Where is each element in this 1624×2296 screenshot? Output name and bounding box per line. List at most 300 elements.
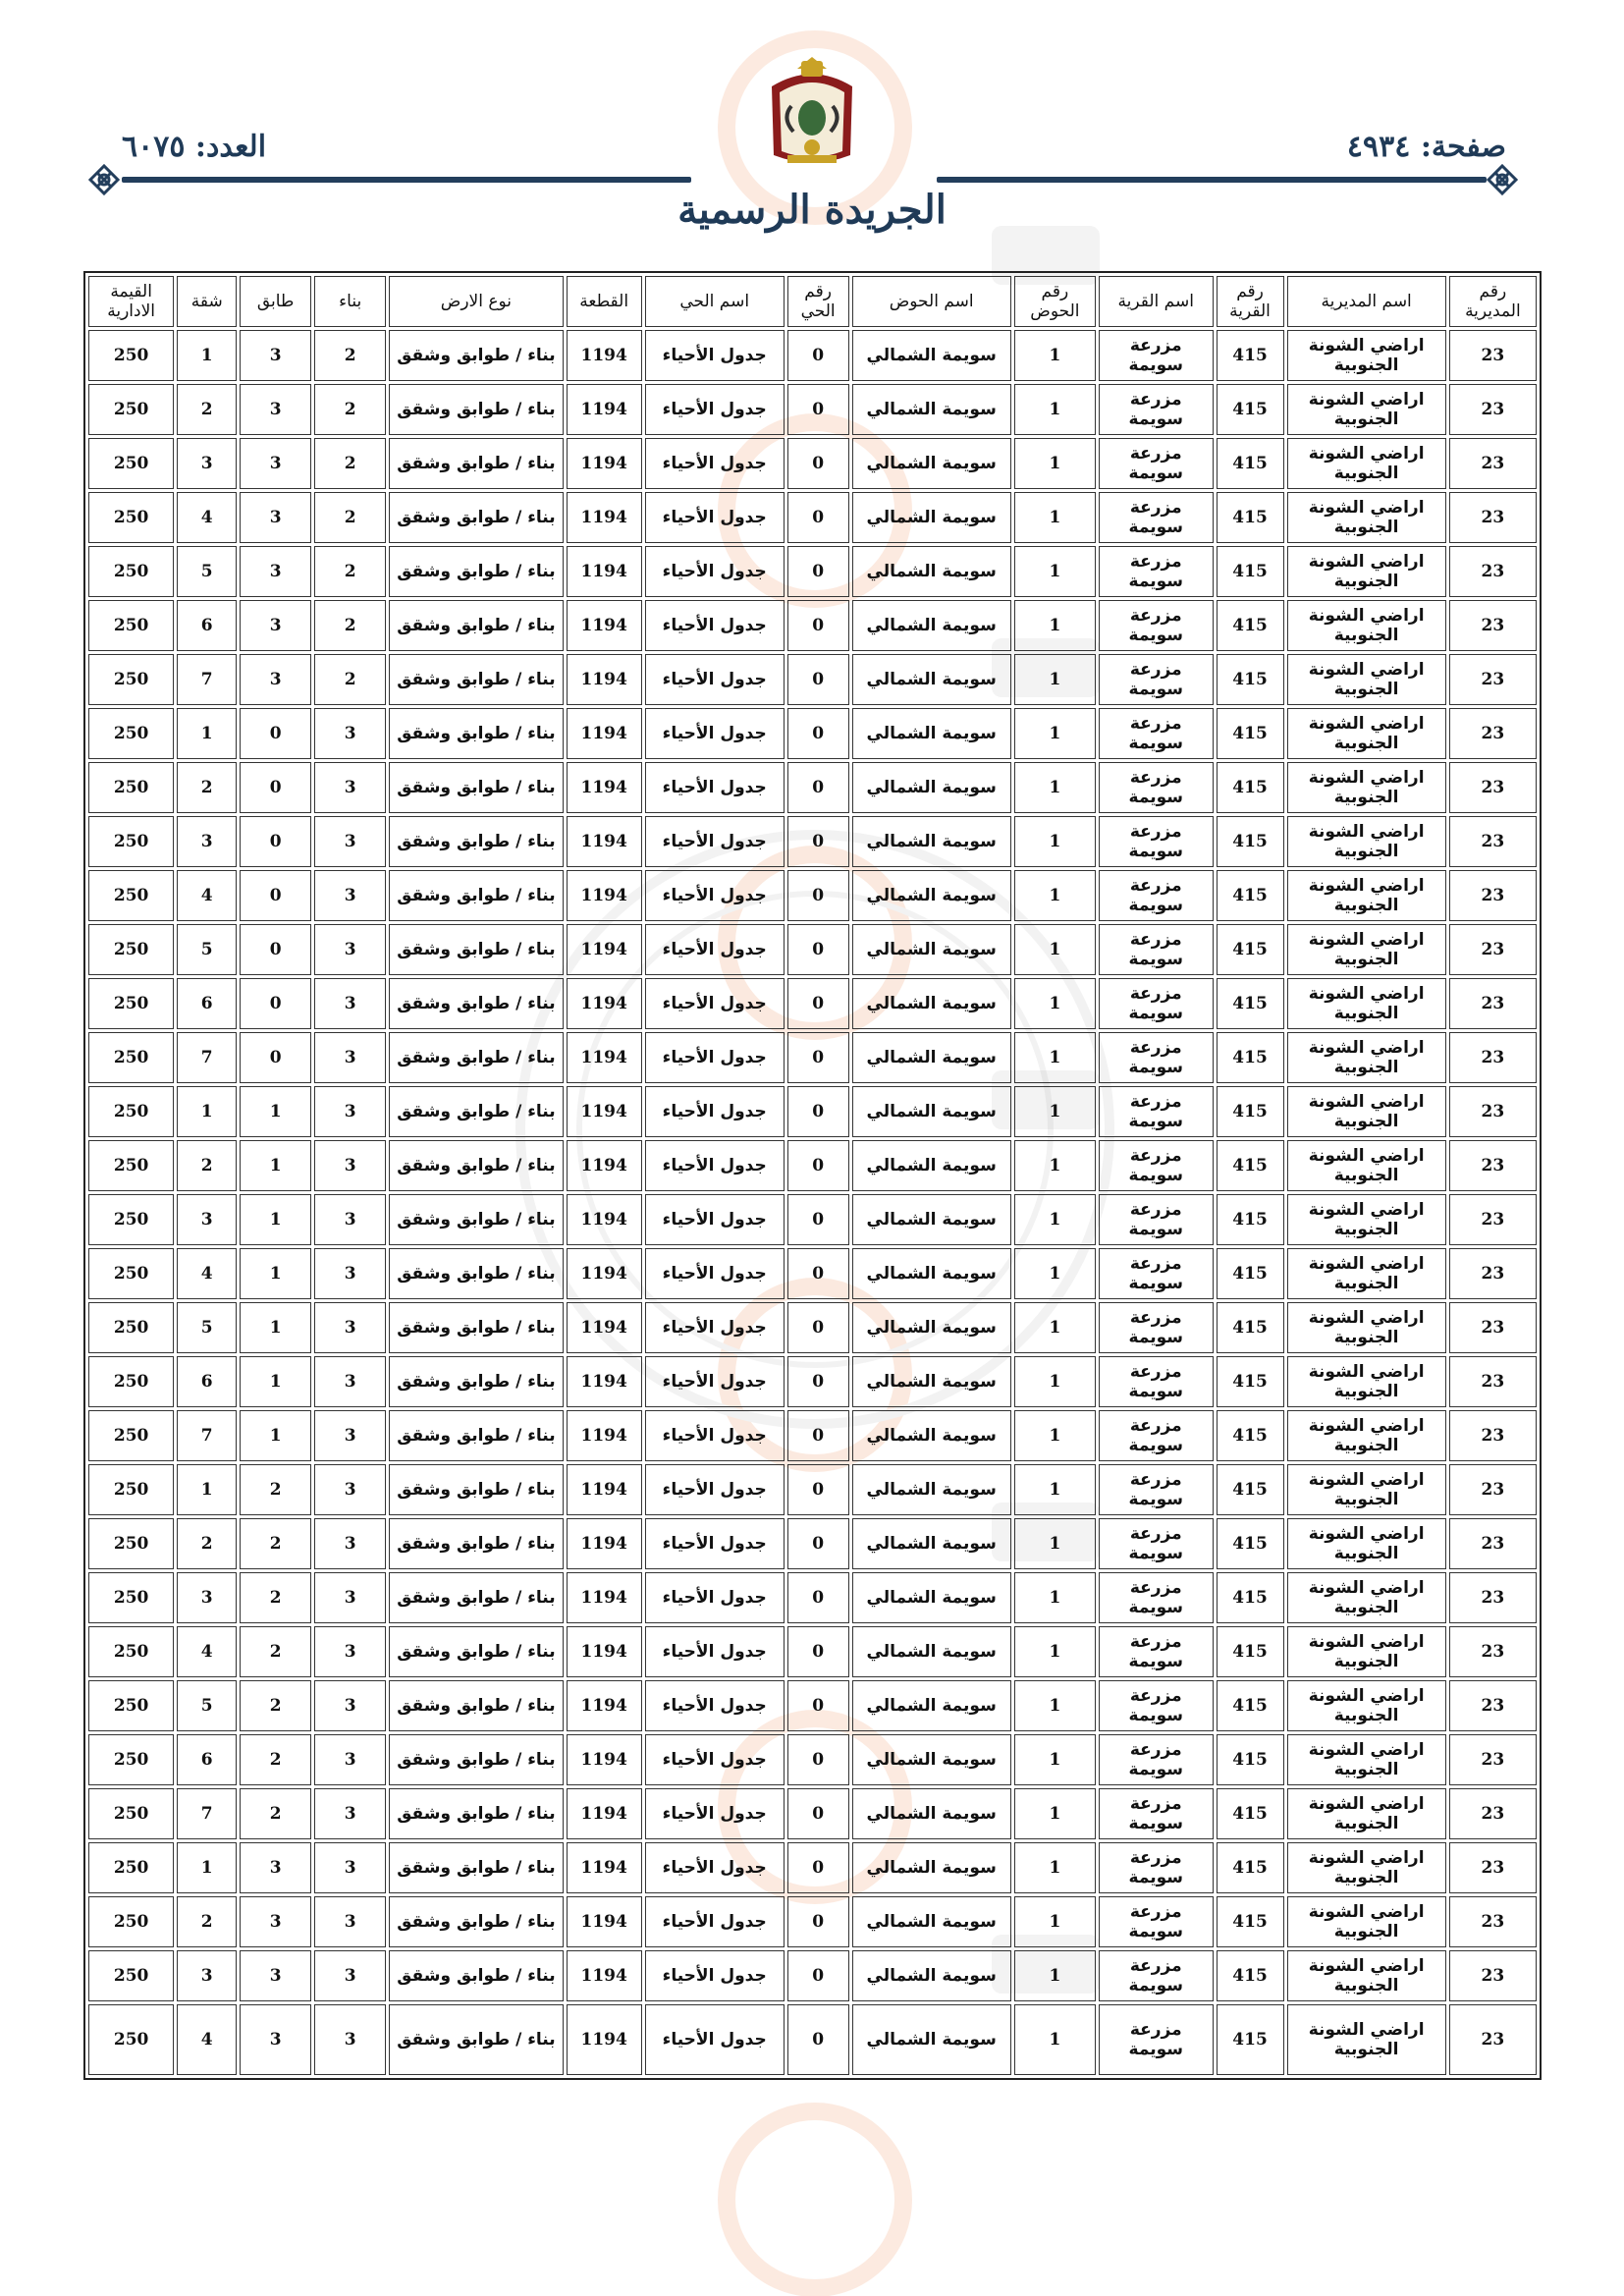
table-cell: مزرعة سويمة xyxy=(1099,384,1214,435)
table-cell: 1 xyxy=(1014,1788,1096,1839)
table-cell: مزرعة سويمة xyxy=(1099,762,1214,813)
table-cell: 7 xyxy=(177,1410,237,1461)
table-cell: 1194 xyxy=(567,2004,642,2075)
table-cell: جدول الأحياء xyxy=(645,600,785,651)
table-cell: سويمة الشمالي xyxy=(852,1086,1011,1137)
column-header: اسم الحوض xyxy=(852,276,1011,327)
table-cell: بناء / طوابق وشقق xyxy=(389,384,563,435)
table-cell: 2 xyxy=(314,438,386,489)
table-cell: 1 xyxy=(240,1356,311,1407)
table-cell: 250 xyxy=(88,546,174,597)
table-cell: جدول الأحياء xyxy=(645,1248,785,1299)
table-cell: 3 xyxy=(177,1950,237,2001)
table-cell: سويمة الشمالي xyxy=(852,1356,1011,1407)
column-header: رقم الحي xyxy=(787,276,849,327)
table-cell: 1 xyxy=(1014,762,1096,813)
knot-ornament-icon xyxy=(86,162,122,197)
table-cell: 1194 xyxy=(567,600,642,651)
table-cell: 0 xyxy=(787,1842,849,1893)
table-cell: جدول الأحياء xyxy=(645,1518,785,1569)
table-cell: جدول الأحياء xyxy=(645,1734,785,1785)
table-cell: 1194 xyxy=(567,1734,642,1785)
table-cell: سويمة الشمالي xyxy=(852,870,1011,921)
table-cell: سويمة الشمالي xyxy=(852,492,1011,543)
column-header: نوع الارض xyxy=(389,276,563,327)
table-cell: 2 xyxy=(314,492,386,543)
table-cell: 1194 xyxy=(567,1896,642,1947)
table-cell: مزرعة سويمة xyxy=(1099,924,1214,975)
table-cell: مزرعة سويمة xyxy=(1099,546,1214,597)
table-cell: 23 xyxy=(1449,600,1537,651)
table-cell: بناء / طوابق وشقق xyxy=(389,1734,563,1785)
table-cell: جدول الأحياء xyxy=(645,1788,785,1839)
table-cell: سويمة الشمالي xyxy=(852,600,1011,651)
table-cell: 23 xyxy=(1449,1734,1537,1785)
table-cell: 415 xyxy=(1217,1140,1284,1191)
table-cell: 415 xyxy=(1217,1572,1284,1623)
table-cell: 250 xyxy=(88,1410,174,1461)
table-cell: 23 xyxy=(1449,1842,1537,1893)
table-cell: 1 xyxy=(1014,1356,1096,1407)
table-cell: جدول الأحياء xyxy=(645,1302,785,1353)
table-cell: 415 xyxy=(1217,1734,1284,1785)
table-cell: 3 xyxy=(314,762,386,813)
table-cell: 1 xyxy=(177,708,237,759)
table-cell: مزرعة سويمة xyxy=(1099,1518,1214,1569)
table-cell: 0 xyxy=(787,708,849,759)
table-cell: بناء / طوابق وشقق xyxy=(389,1086,563,1137)
table-cell: مزرعة سويمة xyxy=(1099,600,1214,651)
table-cell: مزرعة سويمة xyxy=(1099,1194,1214,1245)
table-cell: 1194 xyxy=(567,1572,642,1623)
table-cell: 415 xyxy=(1217,1356,1284,1407)
table-cell: 23 xyxy=(1449,546,1537,597)
table-cell: 4 xyxy=(177,492,237,543)
table-cell: 3 xyxy=(314,1896,386,1947)
table-cell: 5 xyxy=(177,1680,237,1731)
knot-ornament-icon xyxy=(1485,162,1520,197)
table-cell: 3 xyxy=(314,1140,386,1191)
table-cell: 3 xyxy=(314,1626,386,1677)
table-cell: سويمة الشمالي xyxy=(852,330,1011,381)
table-cell: 3 xyxy=(314,816,386,867)
table-cell: 1 xyxy=(1014,1464,1096,1515)
table-cell: جدول الأحياء xyxy=(645,1194,785,1245)
table-cell: 1194 xyxy=(567,654,642,705)
table-cell: 23 xyxy=(1449,1518,1537,1569)
table-cell: 250 xyxy=(88,1194,174,1245)
table-row xyxy=(88,708,1537,759)
table-cell: سويمة الشمالي xyxy=(852,816,1011,867)
table-cell: 415 xyxy=(1217,1410,1284,1461)
table-row xyxy=(88,1518,1537,1569)
table-cell: 0 xyxy=(787,492,849,543)
table-row xyxy=(88,816,1537,867)
table-cell: 250 xyxy=(88,870,174,921)
header-rule-right xyxy=(937,177,1487,183)
table-cell: 1 xyxy=(1014,330,1096,381)
table-cell: بناء / طوابق وشقق xyxy=(389,1302,563,1353)
table-cell: 1194 xyxy=(567,384,642,435)
table-row xyxy=(88,654,1537,705)
table-cell: 2 xyxy=(314,330,386,381)
table-cell: 0 xyxy=(787,438,849,489)
table-cell: اراضي الشونة الجنوبية xyxy=(1287,978,1446,1029)
table-row xyxy=(88,762,1537,813)
table-cell: اراضي الشونة الجنوبية xyxy=(1287,816,1446,867)
table-cell: بناء / طوابق وشقق xyxy=(389,546,563,597)
table-row xyxy=(88,600,1537,651)
table-row xyxy=(88,1626,1537,1677)
table-row xyxy=(88,1950,1537,2001)
table-row xyxy=(88,1842,1537,1893)
table-cell: 23 xyxy=(1449,438,1537,489)
table-cell: مزرعة سويمة xyxy=(1099,492,1214,543)
table-cell: 1 xyxy=(1014,1950,1096,2001)
table-cell: 3 xyxy=(240,654,311,705)
column-header: رقم القرية xyxy=(1217,276,1284,327)
table-cell: 1 xyxy=(240,1086,311,1137)
table-cell: 0 xyxy=(787,1572,849,1623)
table-cell: 23 xyxy=(1449,1572,1537,1623)
table-cell: جدول الأحياء xyxy=(645,1896,785,1947)
table-cell: 250 xyxy=(88,708,174,759)
table-cell: 250 xyxy=(88,762,174,813)
table-cell: اراضي الشونة الجنوبية xyxy=(1287,924,1446,975)
table-cell: اراضي الشونة الجنوبية xyxy=(1287,1950,1446,2001)
table-cell: 0 xyxy=(240,924,311,975)
table-cell: 1194 xyxy=(567,1140,642,1191)
table-cell: سويمة الشمالي xyxy=(852,762,1011,813)
table-cell: 6 xyxy=(177,600,237,651)
table-cell: 1 xyxy=(1014,1302,1096,1353)
table-cell: 1194 xyxy=(567,924,642,975)
table-cell: جدول الأحياء xyxy=(645,492,785,543)
table-cell: 1194 xyxy=(567,546,642,597)
table-cell: اراضي الشونة الجنوبية xyxy=(1287,600,1446,651)
table-cell: 3 xyxy=(314,1680,386,1731)
table-cell: 1194 xyxy=(567,762,642,813)
table-cell: 250 xyxy=(88,1572,174,1623)
table-cell: 2 xyxy=(177,1896,237,1947)
table-cell: مزرعة سويمة xyxy=(1099,816,1214,867)
coat-of-arms-icon xyxy=(762,57,862,173)
table-cell: 3 xyxy=(177,438,237,489)
table-cell: سويمة الشمالي xyxy=(852,1896,1011,1947)
table-cell: اراضي الشونة الجنوبية xyxy=(1287,1086,1446,1137)
table-cell: 1 xyxy=(177,1464,237,1515)
table-cell: 23 xyxy=(1449,870,1537,921)
table-cell: 1194 xyxy=(567,492,642,543)
table-cell: 2 xyxy=(177,1140,237,1191)
table-cell: 1 xyxy=(1014,1572,1096,1623)
table-cell: اراضي الشونة الجنوبية xyxy=(1287,1734,1446,1785)
table-cell: 3 xyxy=(314,1248,386,1299)
table-cell: 250 xyxy=(88,384,174,435)
table-cell: 1 xyxy=(240,1302,311,1353)
page-number: صفحة: ٤٩٣٤ xyxy=(1346,130,1506,164)
table-cell: اراضي الشونة الجنوبية xyxy=(1287,384,1446,435)
table-cell: 23 xyxy=(1449,384,1537,435)
table-cell: اراضي الشونة الجنوبية xyxy=(1287,1464,1446,1515)
table-cell: بناء / طوابق وشقق xyxy=(389,870,563,921)
table-cell: بناء / طوابق وشقق xyxy=(389,654,563,705)
table-cell: 0 xyxy=(240,978,311,1029)
table-cell: 23 xyxy=(1449,1626,1537,1677)
table-cell: 1 xyxy=(1014,1896,1096,1947)
table-cell: 250 xyxy=(88,1140,174,1191)
table-cell: 250 xyxy=(88,1734,174,1785)
table-cell: جدول الأحياء xyxy=(645,1410,785,1461)
table-cell: 1 xyxy=(1014,384,1096,435)
header-rule-left xyxy=(122,177,691,183)
table-row xyxy=(88,1464,1537,1515)
table-cell: 0 xyxy=(240,816,311,867)
table-cell: 250 xyxy=(88,654,174,705)
table-cell: 23 xyxy=(1449,1356,1537,1407)
table-cell: 415 xyxy=(1217,384,1284,435)
table-cell: سويمة الشمالي xyxy=(852,546,1011,597)
table-cell: 1 xyxy=(1014,1194,1096,1245)
table-cell: سويمة الشمالي xyxy=(852,1518,1011,1569)
table-cell: اراضي الشونة الجنوبية xyxy=(1287,1842,1446,1893)
table-cell: جدول الأحياء xyxy=(645,816,785,867)
table-cell: اراضي الشونة الجنوبية xyxy=(1287,870,1446,921)
table-cell: 1 xyxy=(1014,924,1096,975)
table-cell: 415 xyxy=(1217,546,1284,597)
table-cell: 2 xyxy=(177,1518,237,1569)
table-cell: 1194 xyxy=(567,1086,642,1137)
table-body xyxy=(88,330,1537,2075)
table-cell: 415 xyxy=(1217,438,1284,489)
table-cell: بناء / طوابق وشقق xyxy=(389,1626,563,1677)
table-cell: 1194 xyxy=(567,1194,642,1245)
table-cell: 1 xyxy=(1014,1734,1096,1785)
table-cell: مزرعة سويمة xyxy=(1099,1734,1214,1785)
table-cell: بناء / طوابق وشقق xyxy=(389,1410,563,1461)
table-cell: 7 xyxy=(177,1032,237,1083)
table-cell: سويمة الشمالي xyxy=(852,1194,1011,1245)
table-cell: 1194 xyxy=(567,978,642,1029)
table-cell: 250 xyxy=(88,1788,174,1839)
table-cell: مزرعة سويمة xyxy=(1099,1248,1214,1299)
table-cell: مزرعة سويمة xyxy=(1099,1680,1214,1731)
table-cell: جدول الأحياء xyxy=(645,1032,785,1083)
column-header: شقة xyxy=(177,276,237,327)
table-cell: 3 xyxy=(314,1734,386,1785)
table-cell: جدول الأحياء xyxy=(645,924,785,975)
table-cell: 3 xyxy=(314,1194,386,1245)
table-cell: 1 xyxy=(1014,1842,1096,1893)
table-cell: جدول الأحياء xyxy=(645,1950,785,2001)
table-cell: سويمة الشمالي xyxy=(852,1140,1011,1191)
table-cell: 5 xyxy=(177,924,237,975)
table-cell: اراضي الشونة الجنوبية xyxy=(1287,546,1446,597)
table-cell: سويمة الشمالي xyxy=(852,1950,1011,2001)
table-cell: 415 xyxy=(1217,1842,1284,1893)
table-cell: جدول الأحياء xyxy=(645,384,785,435)
table-cell: 250 xyxy=(88,600,174,651)
table-cell: جدول الأحياء xyxy=(645,1572,785,1623)
column-header: اسم الحي xyxy=(645,276,785,327)
table-cell: 3 xyxy=(240,330,311,381)
table-cell: مزرعة سويمة xyxy=(1099,438,1214,489)
table-row xyxy=(88,978,1537,1029)
table-cell: 23 xyxy=(1449,654,1537,705)
table-cell: 3 xyxy=(314,1572,386,1623)
table-cell: 2 xyxy=(240,1680,311,1731)
table-cell: 2 xyxy=(240,1788,311,1839)
table-cell: اراضي الشونة الجنوبية xyxy=(1287,1410,1446,1461)
table-cell: مزرعة سويمة xyxy=(1099,1950,1214,2001)
table-cell: جدول الأحياء xyxy=(645,1842,785,1893)
table-cell: 0 xyxy=(787,1626,849,1677)
table-cell: 250 xyxy=(88,1680,174,1731)
table-cell: 415 xyxy=(1217,1680,1284,1731)
table-cell: مزرعة سويمة xyxy=(1099,2004,1214,2075)
table-cell: اراضي الشونة الجنوبية xyxy=(1287,1302,1446,1353)
table-row xyxy=(88,1734,1537,1785)
table-cell: 3 xyxy=(314,1518,386,1569)
table-cell: مزرعة سويمة xyxy=(1099,1410,1214,1461)
table-cell: سويمة الشمالي xyxy=(852,1410,1011,1461)
table-cell: 1194 xyxy=(567,438,642,489)
table-cell: مزرعة سويمة xyxy=(1099,1356,1214,1407)
table-cell: 1 xyxy=(1014,708,1096,759)
table-row xyxy=(88,546,1537,597)
table-cell: بناء / طوابق وشقق xyxy=(389,2004,563,2075)
table-cell: 415 xyxy=(1217,600,1284,651)
table-cell: 1194 xyxy=(567,1032,642,1083)
table-cell: 3 xyxy=(314,2004,386,2075)
table-cell: 23 xyxy=(1449,492,1537,543)
table-cell: 6 xyxy=(177,1734,237,1785)
table-cell: 3 xyxy=(240,1950,311,2001)
column-header: بناء xyxy=(314,276,386,327)
table-cell: 1194 xyxy=(567,816,642,867)
table-cell: 3 xyxy=(314,1950,386,2001)
table-cell: 0 xyxy=(787,2004,849,2075)
table-cell: 3 xyxy=(240,1842,311,1893)
table-cell: 0 xyxy=(787,1464,849,1515)
table-header-row xyxy=(88,276,1537,327)
table-cell: جدول الأحياء xyxy=(645,1140,785,1191)
table-cell: سويمة الشمالي xyxy=(852,1626,1011,1677)
table-cell: بناء / طوابق وشقق xyxy=(389,600,563,651)
table-cell: 1 xyxy=(1014,1626,1096,1677)
table-cell: اراضي الشونة الجنوبية xyxy=(1287,762,1446,813)
table-cell: 1194 xyxy=(567,1626,642,1677)
table-row xyxy=(88,1086,1537,1137)
table-row xyxy=(88,1680,1537,1731)
table-cell: 3 xyxy=(240,492,311,543)
table-cell: اراضي الشونة الجنوبية xyxy=(1287,1788,1446,1839)
table-cell: بناء / طوابق وشقق xyxy=(389,924,563,975)
table-cell: 250 xyxy=(88,1464,174,1515)
table-cell: 0 xyxy=(787,870,849,921)
table-row xyxy=(88,2004,1537,2075)
table-cell: 23 xyxy=(1449,1950,1537,2001)
table-cell: مزرعة سويمة xyxy=(1099,978,1214,1029)
table-cell: 0 xyxy=(787,654,849,705)
table-cell: 1 xyxy=(1014,1518,1096,1569)
table-cell: 3 xyxy=(240,546,311,597)
table-cell: سويمة الشمالي xyxy=(852,1302,1011,1353)
table-cell: 23 xyxy=(1449,1680,1537,1731)
table-cell: بناء / طوابق وشقق xyxy=(389,762,563,813)
table-cell: 250 xyxy=(88,1950,174,2001)
table-cell: 250 xyxy=(88,1842,174,1893)
table-row xyxy=(88,492,1537,543)
table-cell: 2 xyxy=(240,1572,311,1623)
table-cell: 0 xyxy=(240,1032,311,1083)
table-cell: 1 xyxy=(1014,546,1096,597)
table-cell: 415 xyxy=(1217,1518,1284,1569)
table-row xyxy=(88,1788,1537,1839)
table-row xyxy=(88,924,1537,975)
table-cell: اراضي الشونة الجنوبية xyxy=(1287,1572,1446,1623)
table-cell: 23 xyxy=(1449,1896,1537,1947)
table-cell: 1 xyxy=(177,330,237,381)
table-cell: 1194 xyxy=(567,1842,642,1893)
table-cell: 1194 xyxy=(567,1464,642,1515)
table-cell: 0 xyxy=(787,1896,849,1947)
table-cell: 250 xyxy=(88,2004,174,2075)
table-cell: 3 xyxy=(314,1302,386,1353)
table-cell: 0 xyxy=(787,1302,849,1353)
table-row xyxy=(88,1896,1537,1947)
table-cell: جدول الأحياء xyxy=(645,1356,785,1407)
table-cell: 3 xyxy=(240,600,311,651)
table-cell: 250 xyxy=(88,330,174,381)
table-cell: 415 xyxy=(1217,708,1284,759)
table-cell: 0 xyxy=(787,546,849,597)
table-cell: 0 xyxy=(787,1032,849,1083)
table-cell: 0 xyxy=(787,924,849,975)
table-cell: 1 xyxy=(240,1140,311,1191)
table-cell: 3 xyxy=(240,438,311,489)
table-cell: سويمة الشمالي xyxy=(852,438,1011,489)
table-cell: جدول الأحياء xyxy=(645,654,785,705)
table-row xyxy=(88,870,1537,921)
table-cell: 0 xyxy=(787,600,849,651)
table-cell: بناء / طوابق وشقق xyxy=(389,1518,563,1569)
table-cell: 0 xyxy=(787,978,849,1029)
table-cell: مزرعة سويمة xyxy=(1099,1896,1214,1947)
table-cell: مزرعة سويمة xyxy=(1099,1464,1214,1515)
column-header: اسم المديرية xyxy=(1287,276,1446,327)
table-cell: 415 xyxy=(1217,1194,1284,1245)
table-cell: 0 xyxy=(787,1680,849,1731)
table-cell: 415 xyxy=(1217,1086,1284,1137)
table-row xyxy=(88,1194,1537,1245)
table-cell: سويمة الشمالي xyxy=(852,924,1011,975)
table-cell: 0 xyxy=(787,1734,849,1785)
table-cell: 1194 xyxy=(567,1680,642,1731)
table-cell: مزرعة سويمة xyxy=(1099,1788,1214,1839)
table-cell: 415 xyxy=(1217,1788,1284,1839)
table-cell: جدول الأحياء xyxy=(645,978,785,1029)
table-cell: مزرعة سويمة xyxy=(1099,1572,1214,1623)
table-cell: بناء / طوابق وشقق xyxy=(389,1194,563,1245)
table-cell: 3 xyxy=(240,2004,311,2075)
table-cell: 415 xyxy=(1217,924,1284,975)
table-cell: 0 xyxy=(240,870,311,921)
table-cell: جدول الأحياء xyxy=(645,1626,785,1677)
table-cell: 2 xyxy=(314,600,386,651)
table-cell: 0 xyxy=(787,1248,849,1299)
table-cell: بناء / طوابق وشقق xyxy=(389,708,563,759)
